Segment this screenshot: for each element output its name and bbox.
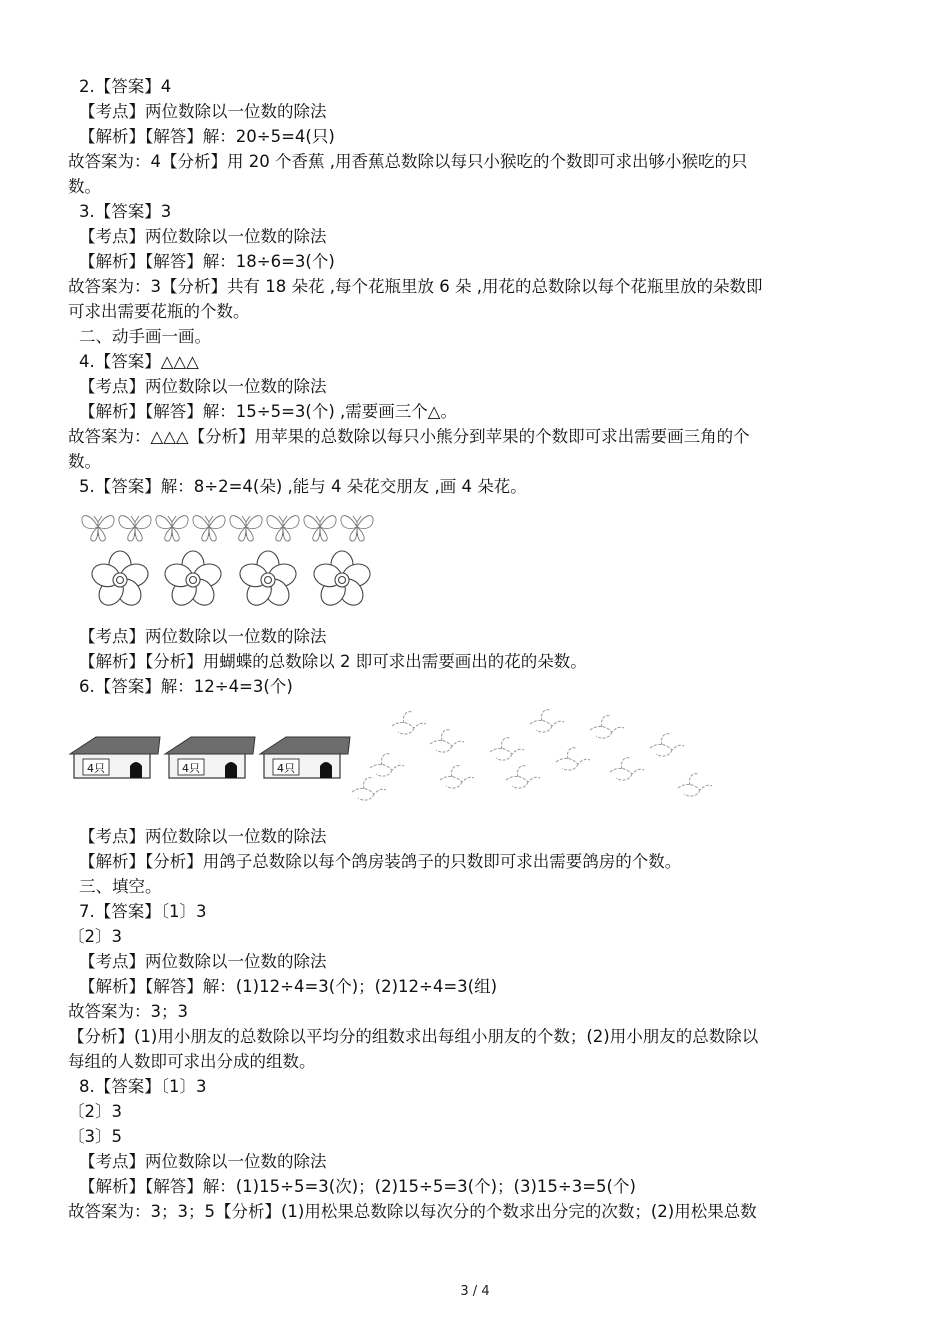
answer-7-analysis-cont: 每组的人数即可求出分成的组数。: [68, 1052, 316, 1071]
answer-7-result: 故答案为：3；3: [68, 1002, 188, 1021]
pigeon-house-3: [260, 737, 350, 778]
pigeon-house-1: [70, 737, 160, 778]
pigeon-house-2: [165, 737, 255, 778]
page-number: 3 / 4: [460, 1284, 490, 1299]
answer-7-part-2: 〔2〕3: [68, 927, 122, 946]
answer-6-heading: 6.【答案】解：12÷4=3(个): [79, 677, 293, 696]
answer-8-analysis: 故答案为：3；3；5【分析】(1)用松果总数除以每次分的个数求出分完的次数；(2)用松果总数: [68, 1202, 757, 1221]
svg-text:4只: 4只: [87, 762, 105, 775]
answer-7-analysis: 【分析】(1)用小朋友的总数除以平均分的组数求出每组小朋友的个数；(2)用小朋友的总数除以: [68, 1027, 759, 1046]
answer-2-analysis-cont: 数。: [68, 177, 101, 196]
pigeon-houses-figure: [68, 702, 718, 807]
answer-4-analysis: 故答案为：△△△【分析】用苹果的总数除以每只小熊分到苹果的个数即可求出需要画三角的个: [68, 427, 750, 446]
answer-7-topic: 【考点】两位数除以一位数的除法: [79, 952, 327, 971]
answer-8-topic: 【考点】两位数除以一位数的除法: [79, 1152, 327, 1171]
butterflies-and-flowers-figure: [80, 510, 390, 614]
answer-4-analysis-cont: 数。: [68, 452, 101, 471]
answer-3-analysis-cont: 可求出需要花瓶的个数。: [68, 302, 250, 321]
section-2-heading: 二、动手画一画。: [79, 327, 211, 346]
answer-2-solution: 【解析】【解答】解：20÷5=4(只): [79, 127, 335, 146]
answer-8-part-3: 〔3〕5: [68, 1127, 122, 1146]
answer-4-topic: 【考点】两位数除以一位数的除法: [79, 377, 327, 396]
answer-3-solution: 【解析】【解答】解：18÷6=3(个): [79, 252, 335, 271]
answer-6-topic: 【考点】两位数除以一位数的除法: [79, 827, 327, 846]
answer-7-solution: 【解析】【解答】解：(1)12÷4=3(个)；(2)12÷4=3(组): [79, 977, 498, 996]
answer-2-topic: 【考点】两位数除以一位数的除法: [79, 102, 327, 121]
answer-5-heading: 5.【答案】解：8÷2=4(朵) ,能与 4 朵花交朋友 ,画 4 朵花。: [79, 477, 527, 496]
answer-4-solution: 【解析】【解答】解：15÷5=3(个) ,需要画三个△。: [79, 402, 457, 421]
answer-2-analysis: 故答案为：4【分析】用 20 个香蕉 ,用香蕉总数除以每只小猴吃的个数即可求出够小猴吃的只: [68, 152, 748, 171]
answer-7-heading: 7.【答案】〔1〕3: [79, 902, 207, 921]
answer-8-heading: 8.【答案】〔1〕3: [79, 1077, 207, 1096]
answer-3-analysis: 故答案为：3【分析】共有 18 朵花 ,每个花瓶里放 6 朵 ,用花的总数除以每个花瓶里放的朵数即: [68, 277, 763, 296]
svg-text:4只: 4只: [277, 762, 295, 775]
answer-3-heading: 3.【答案】3: [79, 202, 172, 221]
butterfly-row: [82, 516, 373, 541]
answer-6-analysis: 【解析】【分析】用鸽子总数除以每个鸽房装鸽子的只数即可求出需要鸽房的个数。: [79, 852, 682, 871]
answer-3-topic: 【考点】两位数除以一位数的除法: [79, 227, 327, 246]
pigeon-flock: [352, 710, 712, 800]
flower-row: [89, 551, 373, 610]
answer-8-part-2: 〔2〕3: [68, 1102, 122, 1121]
answer-5-analysis: 【解析】【分析】用蝴蝶的总数除以 2 即可求出需要画出的花的朵数。: [79, 652, 587, 671]
svg-text:4只: 4只: [182, 762, 200, 775]
section-3-heading: 三、填空。: [79, 877, 162, 896]
answer-4-heading: 4.【答案】△△△: [79, 352, 199, 371]
answer-2-heading: 2.【答案】4: [79, 77, 172, 96]
answer-5-topic: 【考点】两位数除以一位数的除法: [79, 627, 327, 646]
answer-8-solution: 【解析】【解答】解：(1)15÷5=3(次)；(2)15÷5=3(个)；(3)15÷3=5(个): [79, 1177, 636, 1196]
